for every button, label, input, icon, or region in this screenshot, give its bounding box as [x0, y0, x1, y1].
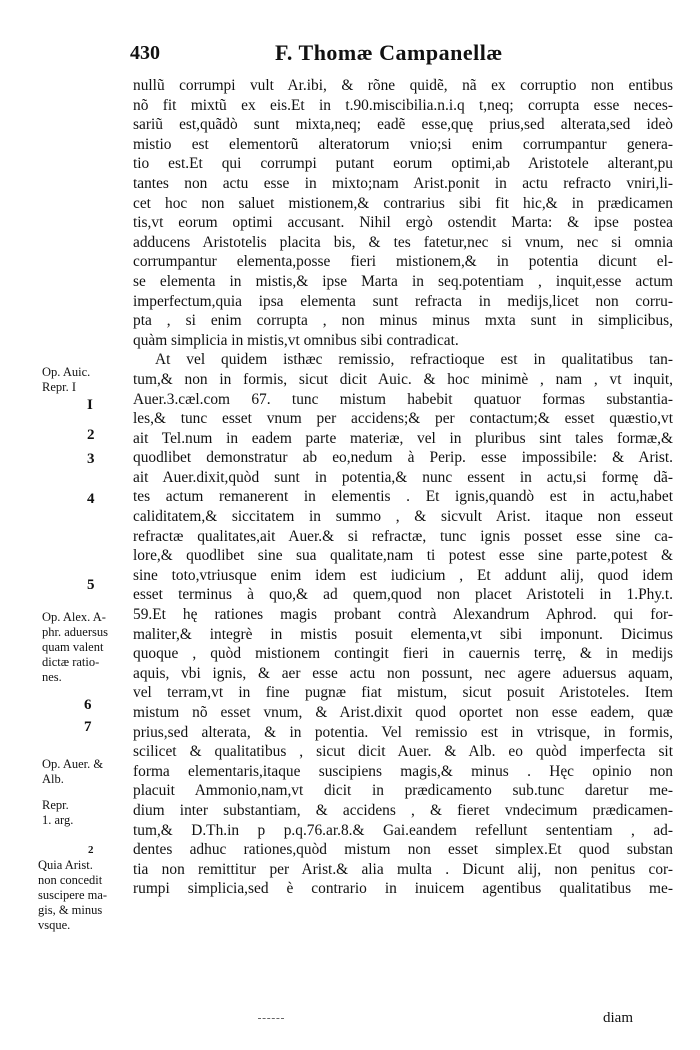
text-line: quàm simplicia in mistis,vt omnibus sibi contradicat.	[133, 331, 459, 349]
margin-quia-1: Quia Arist.	[38, 858, 93, 872]
text-line: 59.Et hę rationes magis probant contrà Alexandrum Aphrod. qui for-	[133, 606, 673, 624]
text-line: tia non remittitur per Arist.& alia multa . Dicunt alij, non penitus cor-	[133, 860, 673, 878]
margin-op-auer-1: Op. Auer. &	[42, 757, 104, 771]
text-line: nullũ corrumpi vult Ar.ibi, & rõne quidẽ, nã ex corruptio non entibus	[133, 77, 673, 94]
margin-arg-1: 1. arg.	[42, 813, 74, 827]
text-line: se elementa in mistis,& ipse Marta in seq.potentiam , inquit,esse actum	[133, 272, 673, 290]
text-line: nõ fit mixtũ ex eis.Et in t.90.miscibilia.n.i.q t,neq; corrupta esse neces-	[133, 96, 673, 114]
margin-quia-2: non concedit	[38, 873, 103, 887]
text-line: cet hoc non saluet mistionem,& contrarius sibi fit hic,& in prædicamen	[133, 194, 673, 212]
margin-repr-2: Repr.	[42, 798, 69, 812]
text-line: At vel quidem isthæc remissio, refractioque est in qualitatibus tan-	[155, 351, 673, 369]
text-line: tio est.Et qui corrumpi putant eorum optimi,ab Aristotele alterant,pu	[133, 155, 673, 173]
text-line: ait Tel.num in eadem parte materiæ, vel in pluribus sint tales formæ,&	[133, 429, 673, 447]
margin-num-1: I	[87, 397, 93, 413]
running-head: F. Thomæ Campanellæ	[275, 40, 503, 65]
margin-num-6: 6	[84, 697, 92, 713]
text-line: dium inter substantiam, & accidens , & fieret vndecimum prædicamen-	[133, 801, 673, 819]
text-line: lore,& quodlibet sine sua qualitate,nam ti potest esse sine parte,potest &	[133, 547, 673, 565]
margin-op-alex-1: Op. Alex. A-	[42, 610, 106, 624]
text-line: mistum nõ esset vnum, & Arist.dixit quod oportet non esse eadem, quæ	[133, 704, 673, 721]
text-line: rumpi simplicia,sed è contrario in inuicem agentibus qualitatibus me-	[133, 880, 673, 898]
margin-quia-5: vsque.	[38, 918, 71, 932]
text-line: adducens Aristotelis placita bis, & tes fatetur,nec si vnum, nec si omnia	[133, 233, 673, 251]
text-line: tantes non actu esse in mixto;nam Arist.ponit in actu refracto vniri,li-	[133, 174, 673, 192]
text-line: forma elementaris,itaque suscipiens magis,& minus . Hęc opinio non	[133, 762, 673, 780]
margin-num-4: 4	[87, 491, 95, 507]
margin-op-auer-2: Alb.	[42, 772, 64, 786]
margin-quia-4: gis, & minus	[38, 903, 103, 917]
text-line: pta , si enim corrupta , non minus minus mxta sunt in simplicibus,	[133, 312, 673, 330]
text-line: scilicet & qualitatibus , sicut dicit Auer. & Alb. eo quòd imperfecta sit	[133, 743, 673, 761]
text-line: aquis, vbi ignis, & aer esse actu non possunt, nec agere aduersus aquam,	[133, 664, 673, 682]
text-line: placuit Ammonio,nam,vt dicit in prædicamento sub.tunc daretur me-	[133, 782, 673, 800]
margin-repr-1: Repr. I	[42, 380, 77, 394]
catchword: diam	[603, 1010, 633, 1026]
text-line: imperfectum,quia ipsa elementa sunt refracta in medijs,licet non corru-	[133, 292, 673, 310]
page-number: 430	[130, 42, 160, 64]
margin-op-alex-3: quam valent	[42, 640, 104, 654]
margin-op-alex-5: nes.	[42, 670, 62, 684]
text-line: corrumpantur elementa,posse fieri mistionem,& in potentia dicunt el-	[133, 253, 673, 271]
text-line: ait Auer.dixit,quòd sunt in potentia,& nunc essent in actu,si formę dã-	[133, 468, 673, 486]
text-line: Auer.3.cæl.com 67. tunc mistum habebit quatuor formas substantia-	[133, 390, 673, 408]
text-line: caliditatem,& siccitatem in summo , & sicvult Arist. itaque non esseut	[133, 508, 673, 526]
margin-num-2: 2	[87, 427, 95, 443]
margin-num-5: 5	[87, 577, 95, 593]
text-line: tum,& D.Th.in p p.q.76.ar.8.& Gai.eandem refellunt sententiam , ad-	[133, 821, 673, 839]
margin-num-small-2: 2	[88, 844, 94, 856]
body-text	[133, 76, 673, 899]
margin-num-7: 7	[84, 719, 92, 735]
text-line: tum,& non in formis, sicut dicit Auic. & hoc minimè , nam , vt inquit,	[133, 370, 673, 388]
text-line: tes actum remanerent in elementis . Et ignis,quandò est in actu,habet	[133, 488, 673, 506]
text-line: sine toto,vtriusque enim idem est iudicium , Et addunt alij, quod idem	[133, 566, 673, 584]
margin-op-alex-2: phr. aduersus	[42, 625, 108, 639]
text-line: quoque , quòd mistionem contingit fieri in cauernis terrę, & in medijs	[133, 645, 673, 663]
text-line: tis,vt eorum optimi accusant. Nihil ergò ostendit Marta: & ipse postea	[133, 214, 673, 232]
text-line: refractæ qualitates,ait Auer.& si refractæ, tunc ignis posset esse sine ca-	[133, 527, 673, 545]
text-line: quodlibet demonstratur ab eo,nedum à Perip. esse impossibile: & Arist.	[133, 449, 673, 467]
margin-num-3: 3	[87, 451, 95, 467]
text-line: vel terram,vt in fine pugnæ fiat mistum, sicut posuit Aristoteles. Item	[133, 684, 673, 702]
text-line: dentes adhuc rationes,quòd mistum non esset simplex.Et quod substan	[133, 841, 673, 859]
margin-op-alex-4: dictæ ratio-	[42, 655, 100, 669]
text-line: mistio est elementorũ alteratorum vnio;si enim corrumpantur genera-	[133, 135, 673, 153]
text-line: maliter,& integrè in mistis posuit elementa,vt sibi imponunt. Dicimus	[133, 625, 673, 643]
text-line: sariũ est,quãdò sunt mixta,neq; eadẽ esse,quę prius,sed alterata,sed ideò	[133, 116, 673, 134]
text-line: esset terminus à quo,& ad quem,quod non placet Aristoteli in 1.Phy.t.	[133, 586, 673, 604]
margin-quia-3: suscipere ma-	[38, 888, 108, 902]
decorative-dash	[258, 1018, 284, 1019]
margin-op-auic: Op. Auic.	[42, 365, 91, 379]
text-line: les,& tunc esset vnum per accidens;& per contactum;& esset quæstio,vt	[133, 410, 673, 428]
text-line: prius,sed alterata, & in potentia. Vel remissio est in vtrisque, in formis,	[133, 723, 673, 741]
